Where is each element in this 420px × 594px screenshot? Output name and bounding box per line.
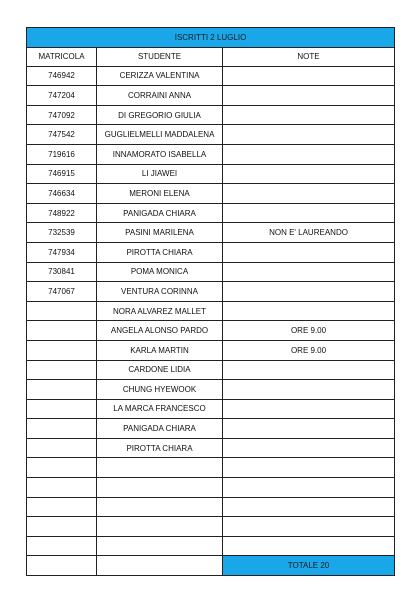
table-row (27, 419, 395, 439)
column-header-note: NOTE (223, 47, 395, 66)
student-name-cell: PIROTTA CHIARA (97, 242, 223, 262)
student-name-cell: CHUNG HYEWOOK (97, 380, 223, 400)
student-name-cell: LA MARCA FRANCESCO (97, 399, 223, 419)
table-row (27, 105, 395, 125)
note-cell (223, 144, 395, 164)
total-row-empty-cell (27, 556, 97, 576)
table-row (27, 497, 395, 517)
student-id-cell (27, 536, 97, 556)
student-id-cell: 748922 (27, 203, 97, 223)
student-name-cell: NORA ALVAREZ MALLET (97, 301, 223, 321)
student-id-cell: 746915 (27, 164, 97, 184)
student-id-cell: 746634 (27, 184, 97, 204)
total-row (27, 556, 395, 576)
student-id-cell: 746942 (27, 66, 97, 86)
student-id-cell: 747067 (27, 282, 97, 302)
note-cell (223, 164, 395, 184)
table-row (27, 536, 395, 556)
total-row-empty-cell (97, 556, 223, 576)
student-name-cell: PASINI MARILENA (97, 223, 223, 243)
student-id-cell (27, 419, 97, 439)
table-row (27, 66, 395, 86)
table-row (27, 478, 395, 498)
table-row (27, 380, 395, 400)
student-name-cell: LI JIAWEI (97, 164, 223, 184)
note-cell (223, 262, 395, 282)
student-name-cell: POMA MONICA (97, 262, 223, 282)
student-id-cell: 747542 (27, 125, 97, 145)
table-row (27, 399, 395, 419)
student-id-cell: 732539 (27, 223, 97, 243)
student-id-cell (27, 478, 97, 498)
student-name-cell: PANIGADA CHIARA (97, 419, 223, 439)
student-name-cell (97, 497, 223, 517)
student-name-cell: CERIZZA VALENTINA (97, 66, 223, 86)
student-name-cell: CORRAINI ANNA (97, 86, 223, 106)
student-id-cell: 719616 (27, 144, 97, 164)
student-name-cell: VENTURA CORINNA (97, 282, 223, 302)
note-cell (223, 478, 395, 498)
table-row (27, 86, 395, 106)
note-cell (223, 536, 395, 556)
table-row (27, 262, 395, 282)
note-cell (223, 399, 395, 419)
note-cell (223, 517, 395, 537)
column-header-studente: STUDENTE (97, 47, 223, 66)
student-id-cell (27, 321, 97, 341)
student-id-cell (27, 458, 97, 478)
student-name-cell: MERONI ELENA (97, 184, 223, 204)
table-row (27, 125, 395, 145)
student-name-cell (97, 478, 223, 498)
note-cell (223, 360, 395, 380)
note-cell (223, 419, 395, 439)
student-name-cell: ANGELA ALONSO PARDO (97, 321, 223, 341)
table-row (27, 282, 395, 302)
note-cell (223, 458, 395, 478)
total-count: TOTALE 20 (223, 556, 395, 576)
table-row (27, 340, 395, 360)
student-id-cell: 747092 (27, 105, 97, 125)
student-id-cell (27, 380, 97, 400)
student-name-cell: PANIGADA CHIARA (97, 203, 223, 223)
note-cell (223, 86, 395, 106)
note-cell (223, 242, 395, 262)
note-cell: ORE 9.00 (223, 321, 395, 341)
enrollment-sheet (26, 27, 394, 576)
title-row (27, 28, 395, 48)
column-header-matricola: MATRICOLA (27, 47, 97, 66)
note-cell: NON E' LAUREANDO (223, 223, 395, 243)
table-row (27, 458, 395, 478)
student-name-cell: INNAMORATO ISABELLA (97, 144, 223, 164)
student-id-cell: 747204 (27, 86, 97, 106)
student-id-cell (27, 301, 97, 321)
table-row (27, 184, 395, 204)
student-name-cell: CARDONE LIDIA (97, 360, 223, 380)
table-row (27, 321, 395, 341)
table-row (27, 203, 395, 223)
note-cell (223, 380, 395, 400)
student-name-cell: GUGLIELMELLI MADDALENA (97, 125, 223, 145)
table-row (27, 517, 395, 537)
table-row (27, 301, 395, 321)
student-id-cell (27, 399, 97, 419)
student-name-cell: DI GREGORIO GIULIA (97, 105, 223, 125)
header-row (27, 47, 395, 66)
student-id-cell (27, 340, 97, 360)
student-name-cell: KARLA MARTIN (97, 340, 223, 360)
table-row (27, 438, 395, 458)
note-cell (223, 301, 395, 321)
table-body (27, 66, 395, 556)
table-row (27, 360, 395, 380)
note-cell (223, 66, 395, 86)
note-cell (223, 105, 395, 125)
table-row (27, 223, 395, 243)
enrollment-table (26, 27, 395, 576)
note-cell (223, 282, 395, 302)
student-id-cell (27, 360, 97, 380)
student-id-cell: 730841 (27, 262, 97, 282)
note-cell (223, 203, 395, 223)
student-id-cell (27, 517, 97, 537)
student-name-cell (97, 458, 223, 478)
table-row (27, 242, 395, 262)
student-name-cell: PIROTTA CHIARA (97, 438, 223, 458)
student-id-cell: 747934 (27, 242, 97, 262)
note-cell: ORE 9.00 (223, 340, 395, 360)
note-cell (223, 184, 395, 204)
note-cell (223, 438, 395, 458)
table-title: ISCRITTI 2 LUGLIO (27, 28, 395, 48)
student-name-cell (97, 517, 223, 537)
student-id-cell (27, 497, 97, 517)
table-row (27, 164, 395, 184)
table-row (27, 144, 395, 164)
student-name-cell (97, 536, 223, 556)
note-cell (223, 497, 395, 517)
note-cell (223, 125, 395, 145)
student-id-cell (27, 438, 97, 458)
